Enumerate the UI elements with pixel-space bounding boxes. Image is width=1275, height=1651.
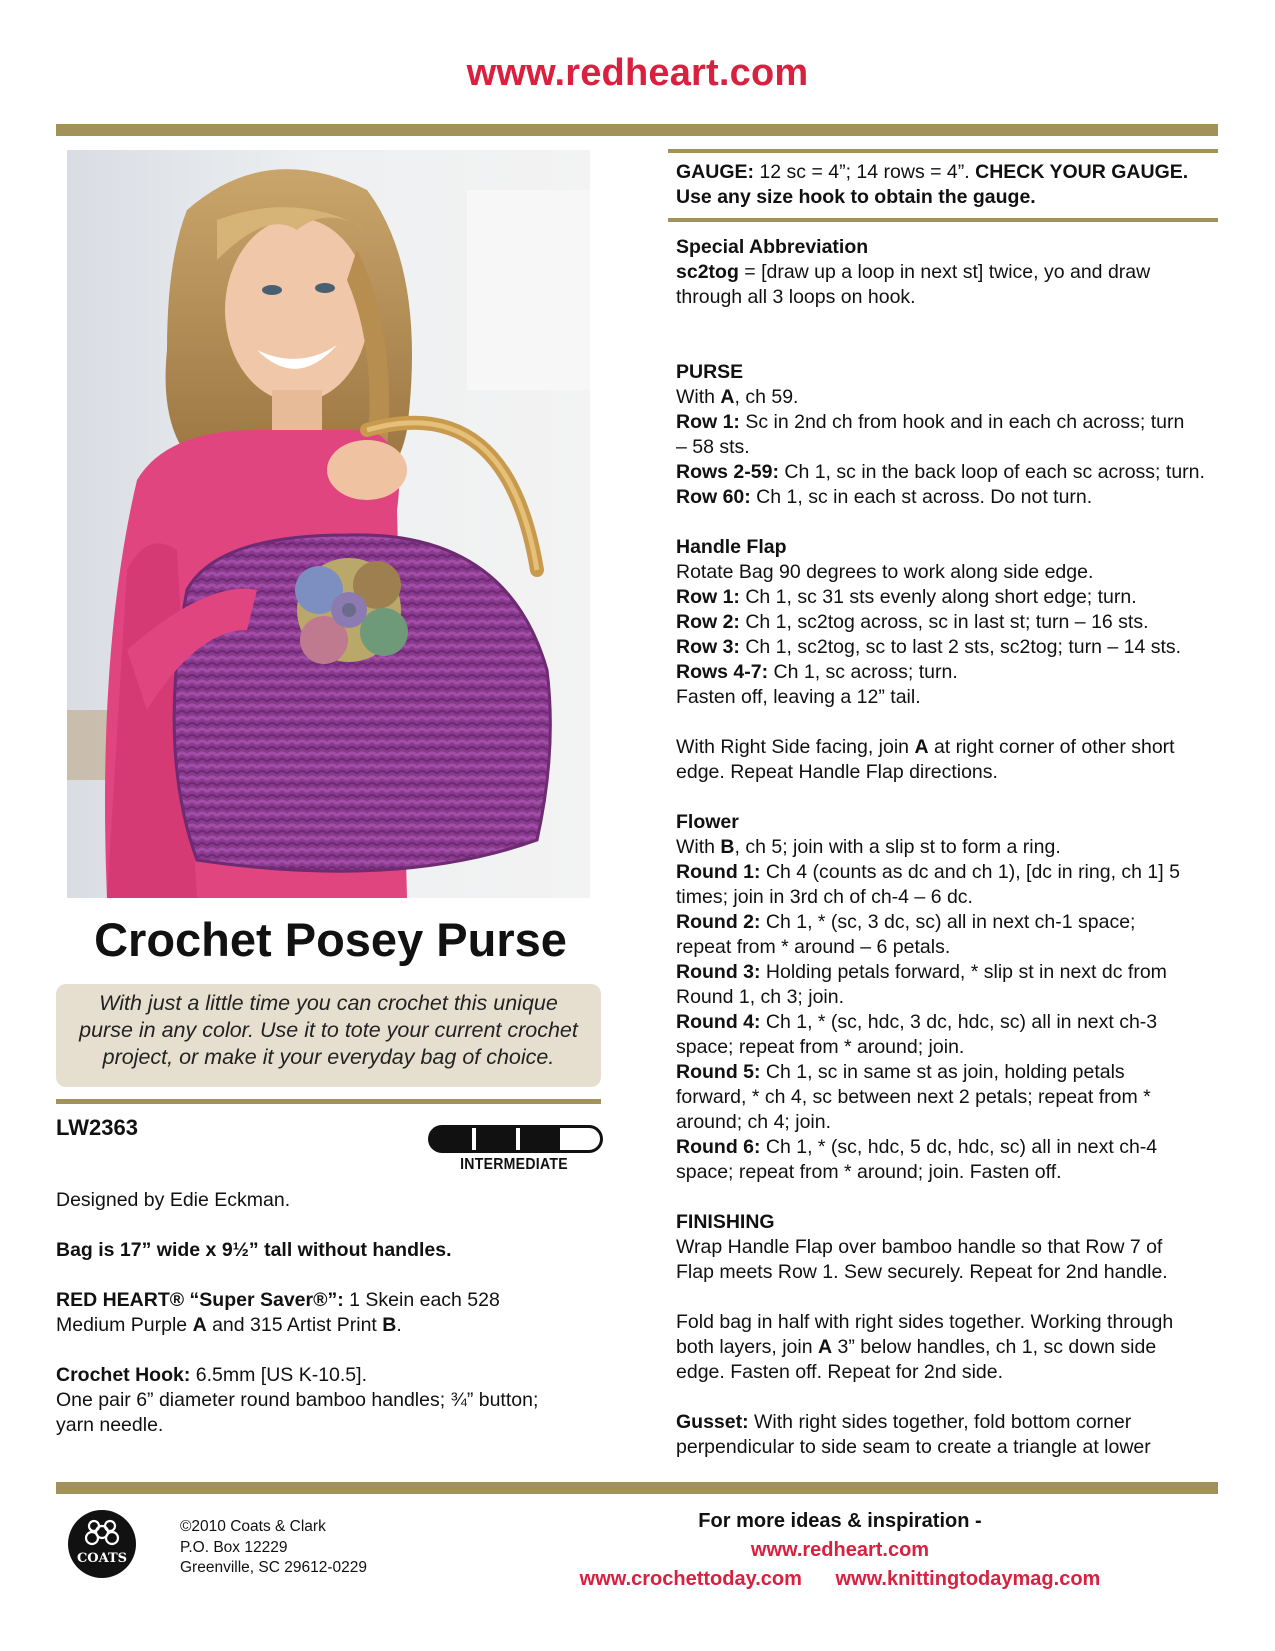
footer-link-crochettoday[interactable]: www.crochettoday.com [579,1568,802,1590]
skill-level-meter [428,1125,603,1158]
left-divider [56,1099,601,1104]
description-line: purse in any color. Use it to tote your current crochet [79,1018,578,1042]
pattern-code: LW2363 [56,1115,138,1140]
yarn-info-colors: Medium Purple A and 315 Artist Print B. [56,1314,402,1336]
yarn-info: RED HEART® “Super Saver®”: 1 Skein each 528 [56,1289,500,1311]
pattern-title: Crochet Posey Purse [94,913,567,966]
description-line: With just a little time you can crochet this unique [99,991,558,1015]
flower-heading: Flower [676,811,739,833]
abbr-heading: Special Abbreviation [676,236,869,258]
left-column-text [56,1188,601,1438]
footer-link-redheart[interactable]: www.redheart.com [750,1539,930,1561]
footer-address: ©2010 Coats & Clark P.O. Box 12229 Greenville, SC 29612-0229 [180,1518,367,1576]
hook-info: Crochet Hook: 6.5mm [US K-10.5]. [56,1364,367,1386]
handle-flap-heading: Handle Flap [676,536,787,558]
footer-more-text: For more ideas & inspiration - [698,1510,982,1532]
instructions: Special Abbreviation sc2tog = [draw up a loop in next st] twice, yo and draw through all 3 loops on hook. PURSE With A, ch 59. Row 1: Sc in 2nd ch from hook and in each ch across; turn – 58 sts. Rows 2-59: Ch 1, sc in the back loop of each sc across; turn. Row 60: Ch 1, sc in each st across. Do not turn. Handle Flap Rotate Bag 90 degrees to work along side edge. Row 1: Ch 1, sc 31 sts evenly along short edge; turn. Row 2: Ch 1, sc2tog across, sc in last st; turn – 16 sts. Row 3: Ch 1, sc2tog, sc to last 2 sts, sc2tog; turn – 14 sts. Rows 4-7: Ch 1, sc across; turn. Fasten off, leaving a 12” tail. With Right Side facing, join A at right corner of other short edge. Repeat Handle Flap directions. Flower With B, ch 5; join with a slip st to form a ring. Round 1: Ch 4 (counts as dc and ch 1), [dc in ring, ch 1] 5 times; join in 3rd ch of ch-4 – 6 dc. Round 2: Ch 1, * (sc, 3 dc, sc) all in next ch-1 space; repeat from * around – 6 petals. Round 3: Holding petals forward, * slip st in next dc from Round 1, ch 3; join. Round 4: Ch 1, * (sc, hdc, 3 dc, hdc, sc) all in next ch-3 space; repeat from * around; join. Round 5: Ch 1, sc in same st as join, holding petals forward, * ch 4, sc between next 2 petals; repeat from * around; ch 4; join. Round 6: Ch 1, * (sc, hdc, 5 dc, hdc, sc) all in next ch-4 space; repeat from * around; join. Fasten off. FINISHING Wrap Handle Flap over bamboo handle so that Row 7 of Flap meets Row 1. Sew securely. Repeat for 2nd handle. Fold bag in half with right sides together. Working through both layers, join A 3” below handles, ch 1, sc down side edge. Fasten off. Repeat for 2nd side. Gusset: With right sides together, fold bottom corner perpendicular to side seam to create a triangle at lower [676,236,1205,1458]
header-site-url[interactable]: www.redheart.com [466,52,809,94]
notions-line: One pair 6” diameter round bamboo handles; ¾” button; [56,1389,539,1411]
description-box [56,984,601,1087]
coats-logo [68,1510,136,1578]
skill-label: INTERMEDIATE [460,1156,568,1173]
purse-photo [67,150,590,898]
notions-line: yarn needle. [56,1414,164,1436]
finishing-heading: FINISHING [676,1211,775,1233]
coats-logo-text: COATS [76,1551,128,1566]
description-line: project, or make it your everyday bag of choice. [102,1045,555,1069]
footer-divider [56,1482,1218,1494]
gauge-divider [668,218,1218,222]
purse-heading: PURSE [676,361,744,383]
designer-credit: Designed by Edie Eckman. [56,1189,291,1211]
header-divider [56,124,1218,136]
gauge-section: GAUGE: 12 sc = 4”; 14 rows = 4”. CHECK YOUR GAUGE. Use any size hook to obtain the gauge. [676,161,1189,208]
footer-links [560,1510,1120,1591]
footer-link-knittingtoday[interactable]: www.knittingtodaymag.com [835,1568,1101,1590]
right-top-divider [668,149,1218,153]
bag-size: Bag is 17” wide x 9½” tall without handles. [56,1239,452,1261]
